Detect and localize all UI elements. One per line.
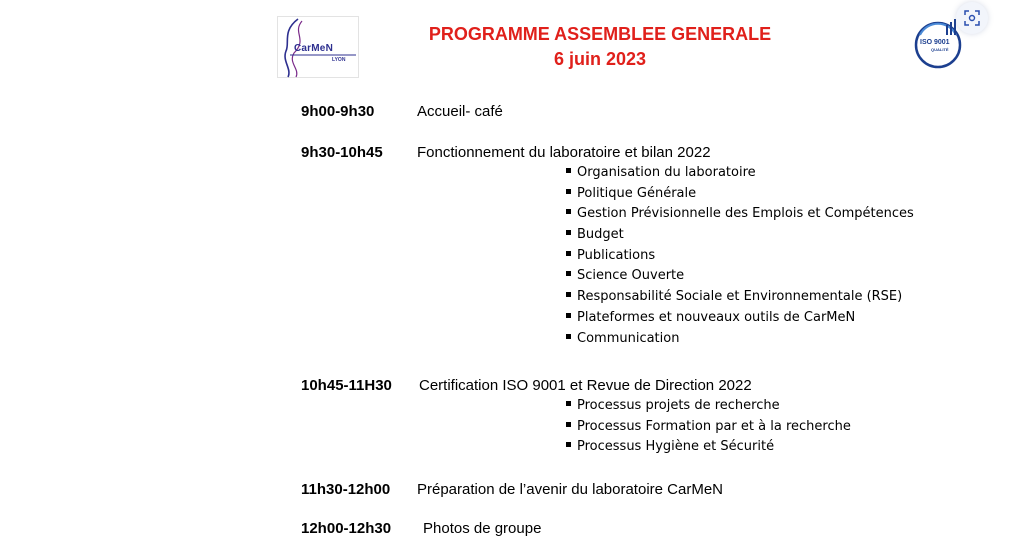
list-item: Processus Formation par et à la recherche [566,417,851,438]
page-title [400,22,800,72]
title-line-2: 6 juin 2023 [553,49,647,69]
bullet-icon [566,313,571,318]
iso-badge-number: ISO 9001 [920,39,950,46]
bullet-icon [566,168,571,173]
list-item: Processus Hygiène et Sécurité [566,437,851,458]
slot-5-description: Photos de groupe [423,520,542,537]
bullet-icon [566,292,571,297]
camera-icon [964,10,980,26]
bullet-icon [566,209,571,214]
slot-4-description: Préparation de l’avenir du laboratoire CarMeN [417,481,723,498]
list-item: Organisation du laboratoire [566,163,914,184]
slot-1-description: Accueil- café [417,103,503,120]
bullet-icon [566,251,571,256]
iso-badge-label: QUALITÉ [931,47,949,52]
slot-3-items [566,396,851,458]
list-item: Budget [566,225,914,246]
bullet-icon [566,189,571,194]
carmen-logo-city: LYON [332,57,346,63]
bullet-icon [566,271,571,276]
slot-2-description: Fonctionnement du laboratoire et bilan 2022 [417,144,711,161]
slot-3-description: Certification ISO 9001 et Revue de Direction 2022 [419,377,752,394]
list-item: Gestion Prévisionnelle des Emplois et Compétences [566,204,914,225]
bullet-icon [566,422,571,427]
camera-scan-icon[interactable] [956,2,988,34]
slot-4-time: 11h30-12h00 [301,481,391,498]
bullet-icon [566,442,571,447]
list-item: Publications [566,246,914,267]
slot-2-time: 9h30-10h45 [301,144,383,161]
slot-1-time: 9h00-9h30 [301,103,375,120]
list-item: Communication [566,329,914,350]
bullet-icon [566,401,571,406]
carmen-logo-name: CarMeN [294,43,333,54]
carmen-logo [277,16,359,78]
list-item: Responsabilité Sociale et Environnementale (RSE) [566,287,914,308]
list-item: Politique Générale [566,184,914,205]
title-line-1: PROGRAMME ASSEMBLEE GENERALE [428,24,772,44]
list-item: Plateformes et nouveaux outils de CarMeN [566,308,914,329]
list-item: Science Ouverte [566,266,914,287]
slot-5-time: 12h00-12h30 [301,520,392,537]
slot-2-items [566,163,914,349]
slot-3-time: 10h45-11H30 [301,377,392,394]
bullet-icon [566,230,571,235]
list-item: Processus projets de recherche [566,396,851,417]
bullet-icon [566,334,571,339]
